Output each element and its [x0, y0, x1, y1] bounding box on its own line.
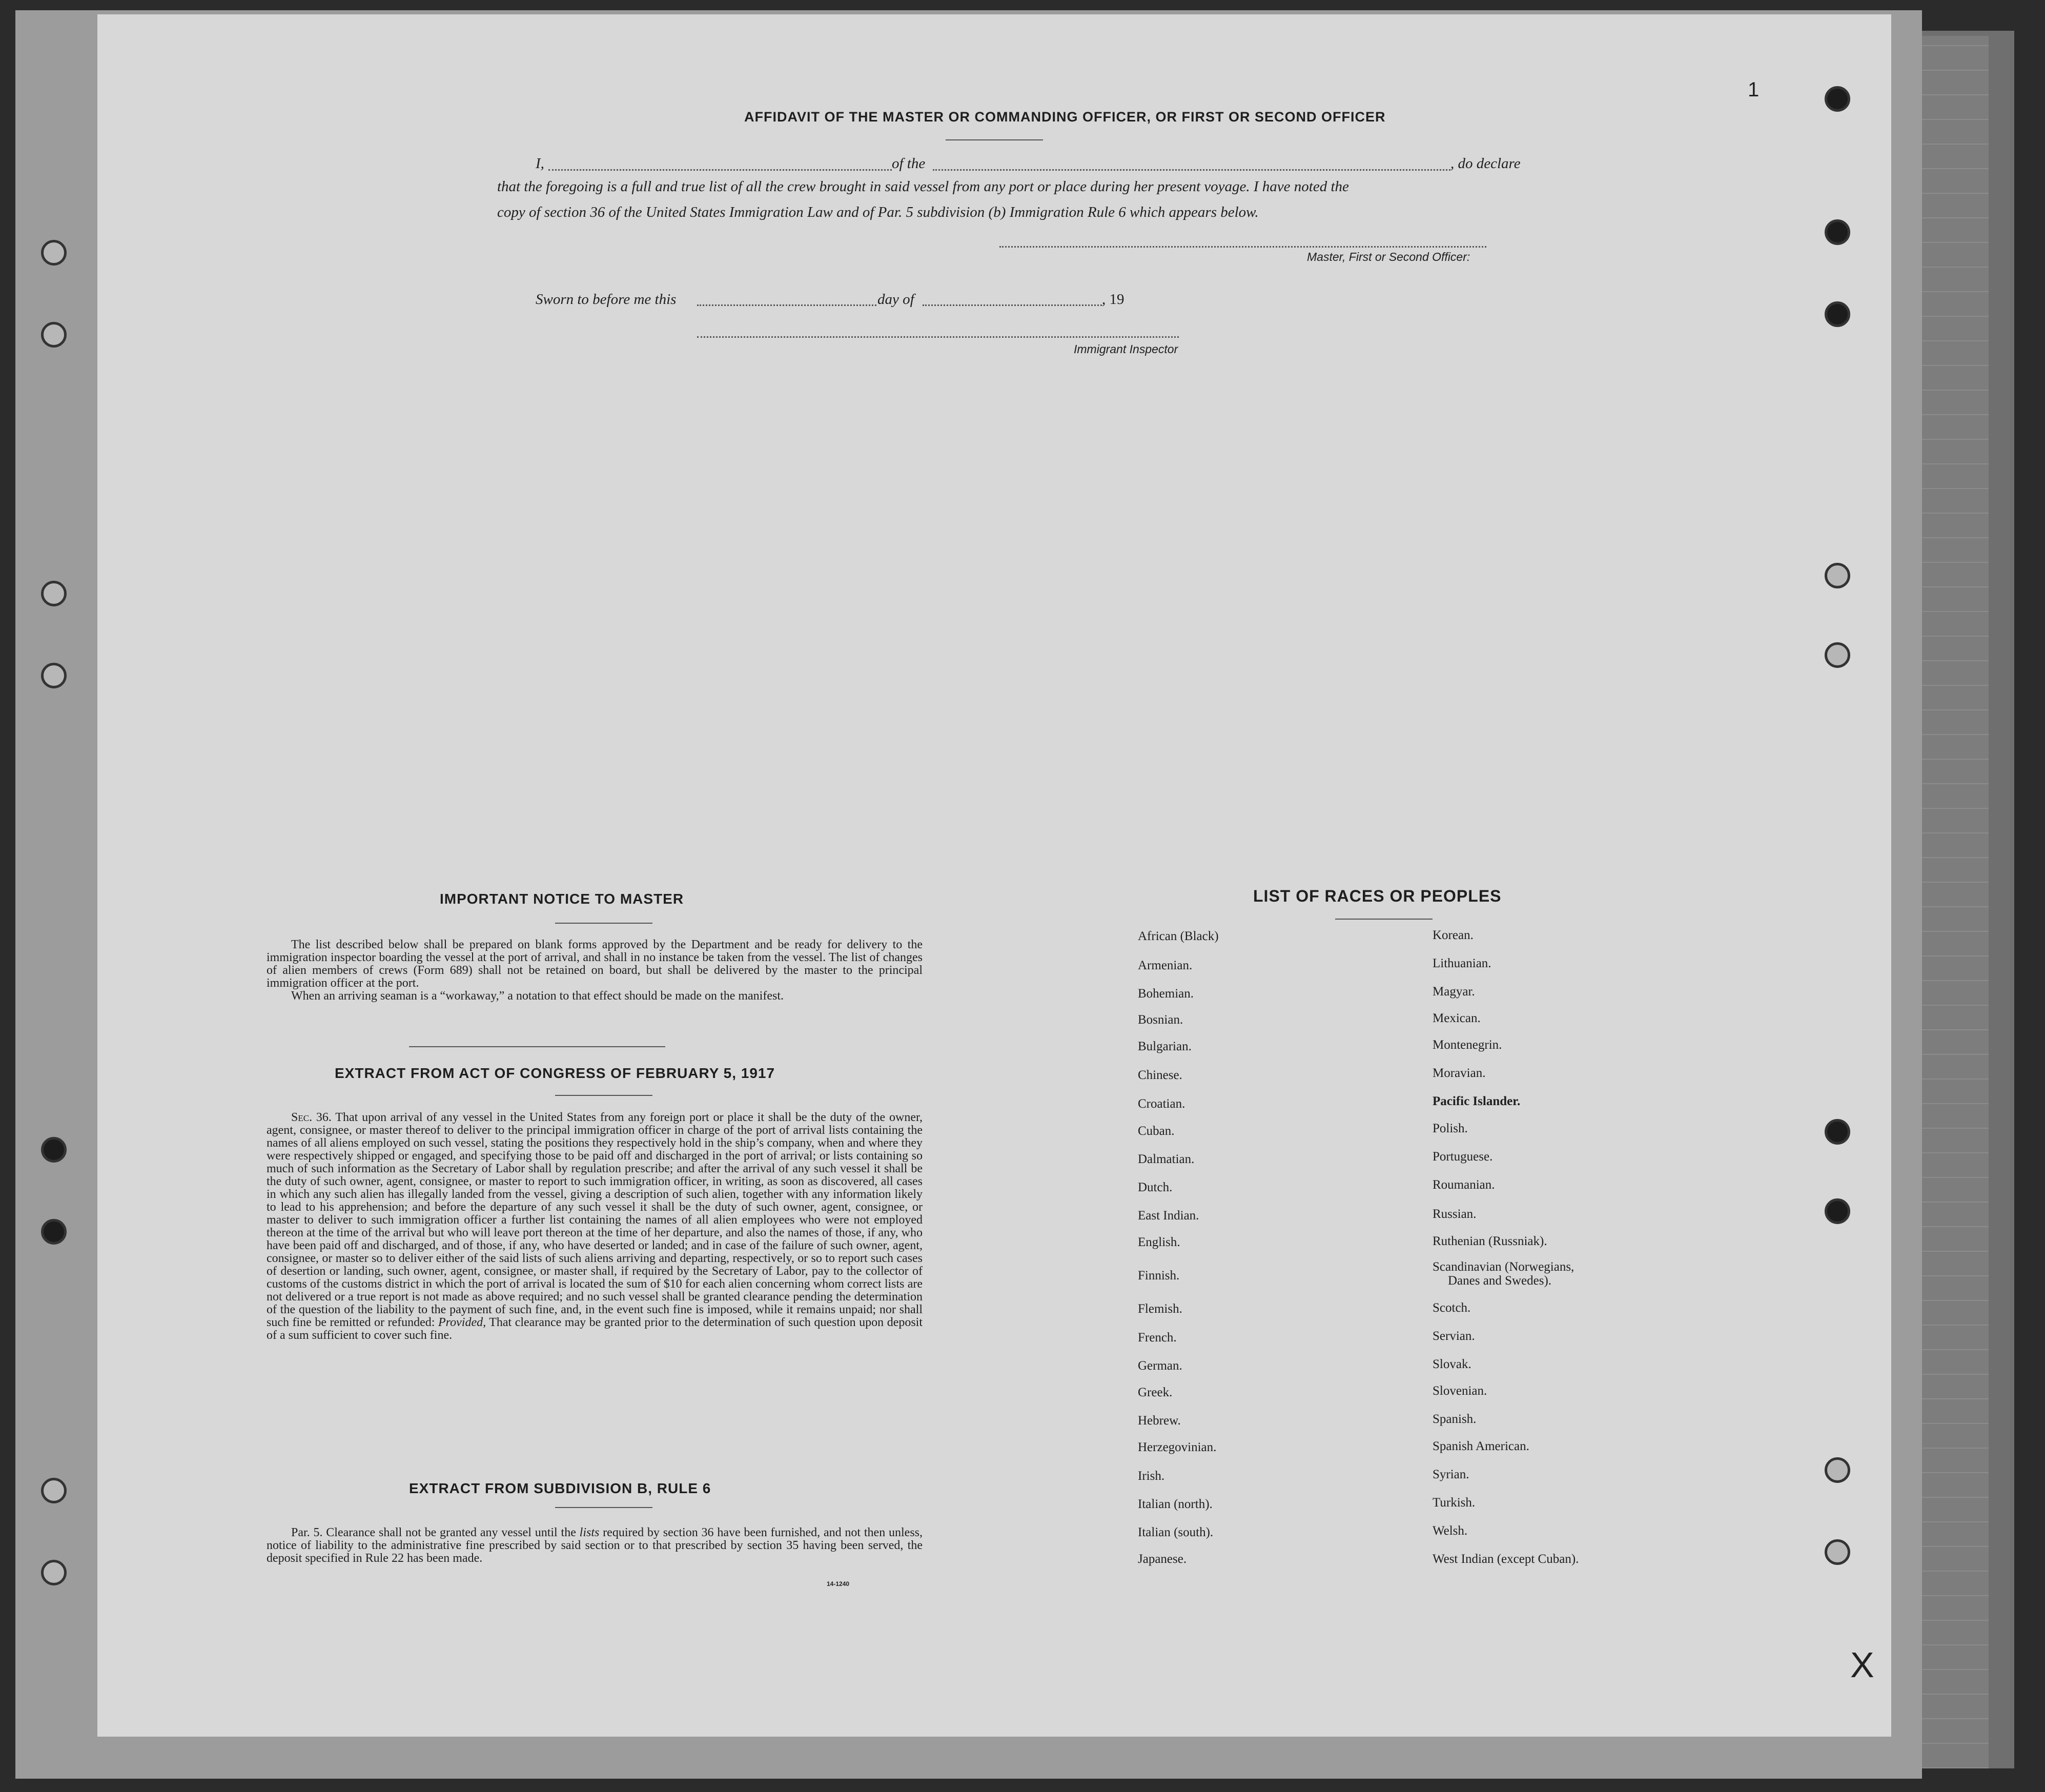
race-item: Russian.	[1433, 1207, 1477, 1221]
notice-divider	[409, 1046, 665, 1047]
extract-rule-title: EXTRACT FROM SUBDIVISION B, RULE 6	[409, 1480, 711, 1496]
race-item: Welsh.	[1433, 1524, 1468, 1538]
extract-act-title: EXTRACT FROM ACT OF CONGRESS OF FEBRUARY 5, 1917	[335, 1065, 775, 1081]
binder-hole-icon	[41, 1560, 67, 1585]
notice-title-rule	[555, 923, 652, 924]
extract-act-rule	[555, 1095, 652, 1096]
race-item: Montenegrin.	[1433, 1038, 1502, 1052]
race-item: Bosnian.	[1138, 1013, 1183, 1027]
race-item: Servian.	[1433, 1329, 1475, 1343]
race-item: Polish.	[1433, 1122, 1468, 1135]
binder-hole-icon	[41, 322, 67, 348]
race-item: African (Black)	[1138, 929, 1219, 943]
race-item: Japanese.	[1138, 1552, 1187, 1566]
extract-rule-rule	[555, 1507, 652, 1508]
race-item: Slovenian.	[1433, 1384, 1487, 1398]
officer-signature-caption: Master, First or Second Officer:	[1307, 250, 1470, 263]
race-item: Portuguese.	[1433, 1150, 1493, 1164]
race-item: Dutch.	[1138, 1180, 1173, 1194]
sworn-year: , 19	[1102, 291, 1124, 308]
race-item: Moravian.	[1433, 1066, 1486, 1080]
sworn-prefix: Sworn to before me this	[536, 291, 677, 308]
binder-hole-icon	[41, 1137, 67, 1163]
race-item: Chinese.	[1138, 1068, 1182, 1082]
binder-hole-icon	[1825, 642, 1850, 668]
affidavit-title: AFFIDAVIT OF THE MASTER OR COMMANDING OFFICER, OR FIRST OR SECOND OFFICER	[744, 109, 1386, 125]
race-item: Finnish.	[1138, 1269, 1180, 1282]
race-item: Spanish.	[1433, 1412, 1477, 1426]
race-item: Flemish.	[1138, 1302, 1182, 1316]
binder-hole-icon	[41, 1478, 67, 1503]
section-36-tail: That clearance may be granted prior to the determination of such question upon deposit of a sum sufficient to cover such fine.	[267, 1316, 923, 1342]
race-item: Italian (south).	[1138, 1525, 1214, 1539]
race-item: Scotch.	[1433, 1301, 1471, 1315]
races-title: LIST OF RACES OR PEOPLES	[1253, 887, 1502, 905]
race-item-continuation: Danes and Swedes).	[1448, 1274, 1552, 1288]
inspector-signature-field[interactable]	[697, 336, 1179, 338]
affidavit-title-rule	[946, 139, 1043, 140]
binder-hole-icon	[1825, 563, 1850, 588]
vessel-name-field[interactable]	[933, 169, 1450, 171]
race-item: French.	[1138, 1331, 1177, 1345]
race-item: Croatian.	[1138, 1097, 1185, 1111]
binder-hole-icon	[1825, 1457, 1850, 1483]
provided-word: Provided,	[438, 1316, 486, 1329]
race-item: Italian (north).	[1138, 1497, 1213, 1511]
margin-mark-bottom: X	[1850, 1645, 1874, 1685]
race-item: Hebrew.	[1138, 1414, 1181, 1428]
lists-word: lists	[579, 1526, 600, 1539]
officer-signature-field[interactable]	[999, 246, 1486, 248]
race-item: Turkish.	[1433, 1496, 1476, 1510]
race-item: Irish.	[1138, 1469, 1165, 1483]
binder-hole-icon	[1825, 1119, 1850, 1145]
officer-name-field[interactable]	[548, 169, 892, 171]
binder-hole-icon	[41, 663, 67, 688]
binder-hole-icon	[1825, 301, 1850, 327]
race-item: Armenian.	[1138, 959, 1193, 972]
race-item: Ruthenian (Russniak).	[1433, 1234, 1547, 1248]
affidavit-i: I,	[536, 155, 544, 172]
sworn-day-of: day of	[877, 291, 914, 308]
rule-text-a: Par. 5. Clearance shall not be granted any vessel until the	[291, 1526, 576, 1539]
race-item: Bulgarian.	[1138, 1040, 1192, 1053]
race-item: German.	[1138, 1359, 1182, 1373]
binder-hole-icon	[41, 240, 67, 266]
affidavit-of-the: of the	[892, 155, 926, 172]
race-item: Cuban.	[1138, 1124, 1175, 1138]
races-title-rule	[1335, 919, 1433, 920]
race-item: West Indian (except Cuban).	[1433, 1552, 1579, 1566]
notice-title: IMPORTANT NOTICE TO MASTER	[440, 891, 684, 907]
binder-hole-icon	[1825, 86, 1850, 112]
affidavit-line-3: copy of section 36 of the United States Immigration Law and of Par. 5 subdivision (b) Immigration Rule 6 which appears below.	[497, 204, 1259, 220]
race-item: Dalmatian.	[1138, 1152, 1195, 1166]
race-item: Pacific Islander.	[1433, 1094, 1521, 1108]
binder-hole-icon	[41, 1219, 67, 1245]
race-item: Herzegovinian.	[1138, 1440, 1217, 1454]
race-item: Bohemian.	[1138, 987, 1194, 1001]
binder-hole-icon	[1825, 1539, 1850, 1565]
section-36-text: That upon arrival of any vessel in the United States from any foreign port or place it shall be the duty of the owner, agent, consignee, or master thereof to deliver to the principal immigration officer in charge of the port of arrival lists containing the names of all aliens employed on such vessel, stating the positions they respectively hold in the ship’s company, when and where they were respectively shipped or engaged, and specifying those to be paid off and discharged in the port of arrival; or lists containing so much of such information as the Secretary of Labor shall by regulation prescribe; and after the arrival of any such vessel it shall be the duty of such owner, agent, consignee, or master to report to such immigration officer, in writing, as soon as discovered, all cases in which any such alien has illegally landed from the vessel, giving a description of such alien, together with any information likely to lead to his apprehension; and before the departure of any such vessel it shall be the duty of such owner, agent, consignee, or master to deliver to such immigration officer a further list containing the names of all alien employees who were not employed thereon at the time of the arrival but who will leave port thereon at the time of her departure, and also the names of those, if any, who have been paid off and discharged, and of those, if any, who have deserted or landed; and in case of the failure of such owner, agent, consignee, or master so to deliver either of the said lists of such aliens arriving and departing, respectively, or so to report such cases of desertion or landing, such owner, agent, consignee, or master shall, if required by the Secretary of Labor, pay to the collector of customs of the customs district in which the port of arrival is located the sum of $10 for each alien concerning whom correct lists are not delivered or a true report is not made as above required; and no such vessel shall be granted clearance pending the determination of the question of the liability to the payment of such fine, and, in the event such fine is imposed, while it remains unpaid; nor shall such fine be remitted or refunded:	[267, 1111, 923, 1329]
race-item: Lithuanian.	[1433, 956, 1491, 970]
extract-act-text	[267, 1111, 923, 1342]
sworn-month-field[interactable]	[923, 304, 1102, 306]
race-item: Greek.	[1138, 1386, 1173, 1399]
affidavit-line-2: that the foregoing is a full and true list of all the crew brought in said vessel from any port or place during her present voyage. I have noted the	[497, 178, 1349, 195]
race-item: Syrian.	[1433, 1468, 1469, 1481]
race-item: Mexican.	[1433, 1011, 1481, 1025]
race-item: Korean.	[1433, 928, 1474, 942]
inspector-caption: Immigrant Inspector	[1074, 342, 1178, 356]
binder-hole-icon	[41, 581, 67, 606]
notice-paragraph-1: The list described below shall be prepared on blank forms approved by the Department and be ready for delivery to the immigration inspector boarding the vessel at the port of arrival, and shall in no instance be taken from the vessel. The list of changes of alien members of crews (Form 689) shall not be retained on board, but shall be delivered by the master to the principal immigration officer at the port.	[267, 938, 923, 990]
extract-rule-text	[267, 1526, 923, 1565]
binder-hole-icon	[1825, 219, 1850, 245]
form-number: 14-1240	[827, 1580, 850, 1587]
sworn-day-field[interactable]	[697, 304, 876, 306]
race-item: Magyar.	[1433, 985, 1475, 999]
section-label: Sec. 36.	[291, 1111, 332, 1124]
race-item: East Indian.	[1138, 1209, 1199, 1223]
manifest-page	[97, 14, 1891, 1737]
notice-text	[267, 939, 923, 1003]
affidavit-declare: , do declare	[1450, 155, 1521, 172]
race-item: English.	[1138, 1235, 1180, 1249]
race-item: Slovak.	[1433, 1357, 1471, 1371]
race-item: Roumanian.	[1433, 1178, 1495, 1192]
notice-paragraph-2: When an arriving seaman is a “workaway,” a notation to that effect should be made on the manifest.	[291, 989, 784, 1003]
margin-mark-top: 1	[1748, 78, 1760, 101]
rule-text-b: required by section 36 have been furnished, and not then unless, notice of liability to the administrative fine prescribed by said section or to that prescribed by section 35 having been served, the deposit specified in Rule 22 has been made.	[267, 1526, 923, 1565]
race-item: Scandinavian (Norwegians,	[1433, 1260, 1574, 1274]
binder-hole-icon	[1825, 1198, 1850, 1224]
race-item: Spanish American.	[1433, 1439, 1529, 1453]
